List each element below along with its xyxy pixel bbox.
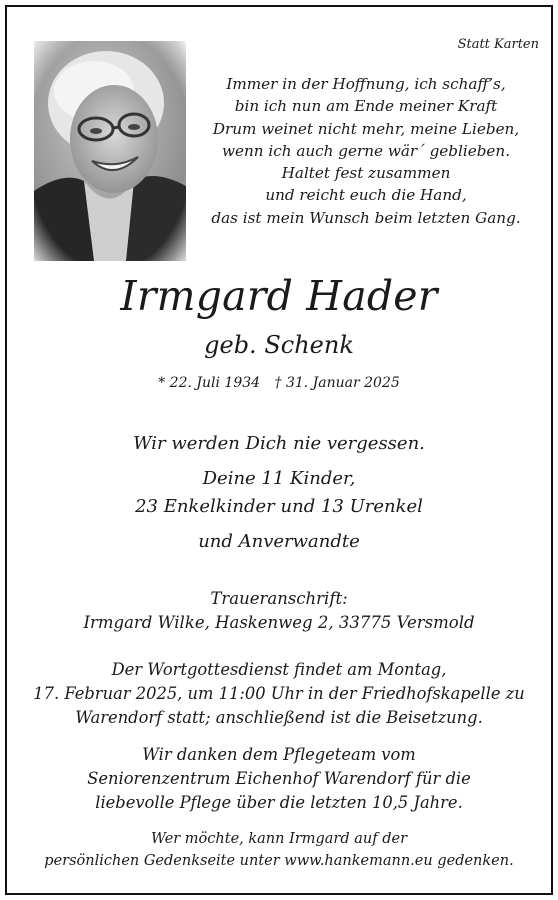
mourners-line: Deine 11 Kinder, bbox=[202, 468, 356, 489]
poem-line: Drum weinet nicht mehr, meine Lieben, bbox=[212, 119, 520, 138]
poem-line: Haltet fest zusammen bbox=[281, 164, 451, 183]
portrait-image bbox=[34, 41, 186, 261]
statt-karten-label: Statt Karten bbox=[457, 37, 539, 52]
mourners-line: 23 Enkelkinder und 13 Urenkel bbox=[135, 496, 423, 517]
memorial-line: persönlichen Gedenkseite unter www.hankemann.eu gedenken. bbox=[44, 853, 514, 869]
birth-name: geb. Schenk bbox=[204, 331, 354, 359]
farewell-line: Wir werden Dich nie vergessen. bbox=[133, 433, 425, 454]
poem-line: Immer in der Hoffnung, ich schaff’s, bbox=[226, 75, 506, 93]
service-line: Der Wortgottesdienst findet am Montag, bbox=[111, 660, 447, 679]
mourners-list bbox=[7, 465, 551, 521]
deceased-name: Irmgard Hader bbox=[120, 272, 438, 320]
memorial-notice bbox=[7, 828, 551, 872]
birth-date: * 22. Juli 1934 bbox=[158, 375, 261, 391]
obituary-card bbox=[5, 5, 553, 895]
poem bbox=[199, 73, 533, 229]
address-label: Traueranschrift: bbox=[210, 589, 348, 608]
address-value: Irmgard Wilke, Haskenweg 2, 33775 Versmold bbox=[83, 613, 475, 632]
death-date: † 31. Januar 2025 bbox=[274, 375, 400, 391]
poem-line: wenn ich auch gerne wär´ geblieben. bbox=[221, 141, 511, 160]
thanks-line: Seniorenzentrum Eichenhof Warendorf für die bbox=[87, 769, 471, 788]
portrait-photo bbox=[34, 41, 186, 261]
memorial-line: Wer möchte, kann Irmgard auf der bbox=[150, 831, 408, 847]
poem-line: bin ich nun am Ende meiner Kraft bbox=[234, 97, 498, 116]
service-line: 17. Februar 2025, um 11:00 Uhr in der Friedhofskapelle zu bbox=[33, 684, 525, 703]
mourning-address bbox=[7, 587, 551, 635]
service-notice bbox=[7, 658, 551, 730]
poem-line: das ist mein Wunsch beim letzten Gang. bbox=[211, 208, 521, 227]
thanks-line: Wir danken dem Pflegeteam vom bbox=[142, 745, 416, 764]
thanks-notice bbox=[7, 743, 551, 815]
poem-line: und reicht euch die Hand, bbox=[265, 186, 467, 205]
mourners-relatives: und Anverwandte bbox=[198, 531, 360, 552]
thanks-line: liebevolle Pflege über die letzten 10,5 Jahre. bbox=[95, 793, 463, 812]
service-line: Warendorf statt; anschließend ist die Beisetzung. bbox=[75, 708, 483, 727]
life-dates bbox=[7, 375, 551, 391]
